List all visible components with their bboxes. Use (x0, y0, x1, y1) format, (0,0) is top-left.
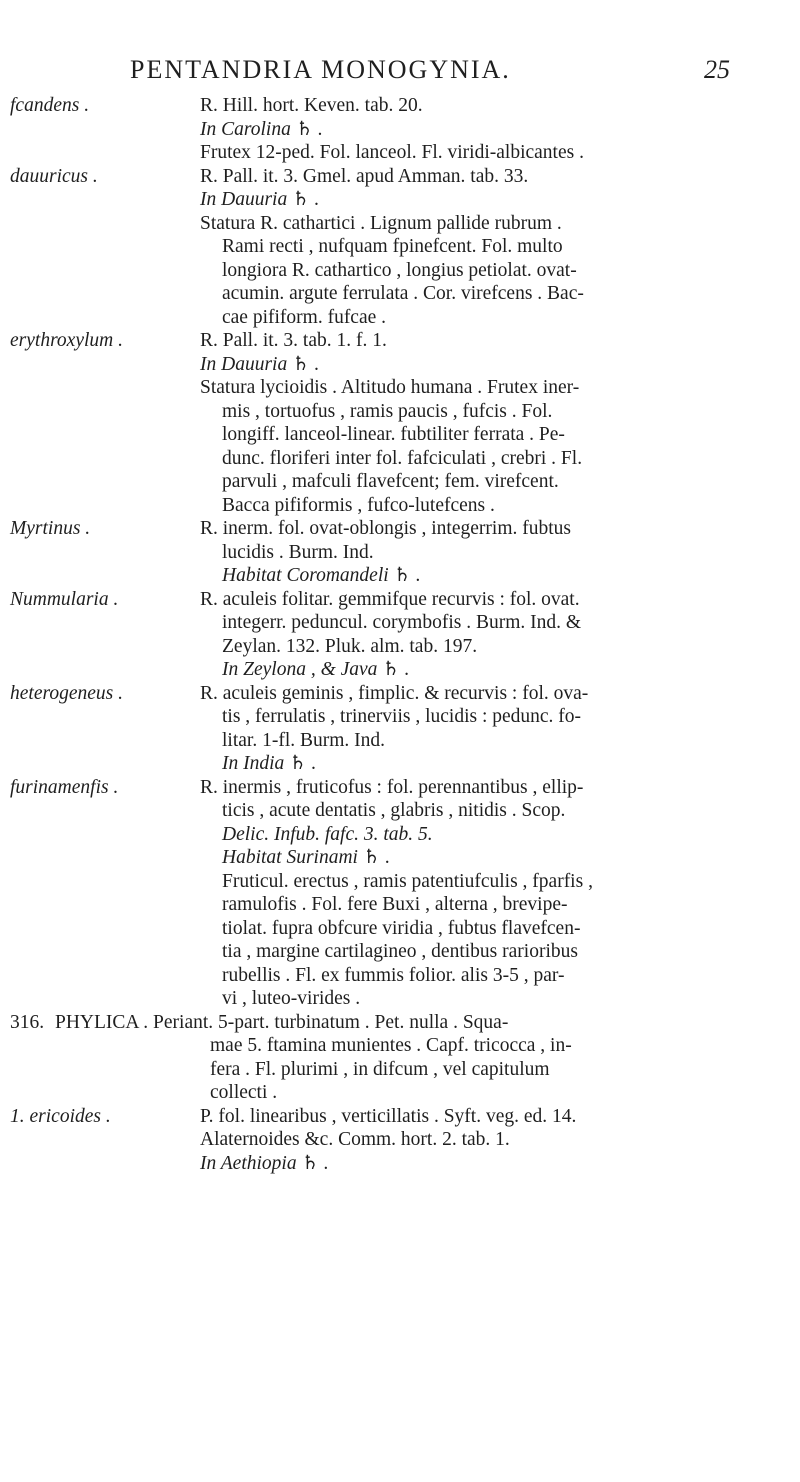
entry-line: Fruticul. erectus , ramis patentiufculis , fparfis , (222, 870, 593, 892)
running-head (130, 55, 730, 91)
entry-line: R. inerm. fol. ovat-oblongis , integerrim. fubtus (200, 518, 571, 539)
entry-line: longiora R. cathartico , longius petiolat. ovat- (222, 259, 577, 281)
entry-line: In Zeylona , & Java ♄ . (222, 659, 410, 680)
entry-line: mis , tortuofus , ramis paucis , fufcis . Fol. (222, 400, 553, 422)
entry-line: In Aethiopia ♄ . (200, 1152, 329, 1174)
genus-line: mae 5. ftamina munientes . Capf. tricocca , in- (210, 1035, 572, 1056)
entry-line: tis , ferrulatis , trinerviis , lucidis : pedunc. fo- (222, 706, 582, 727)
running-head-title: PENTANDRIA MONOGYNIA. (130, 55, 511, 84)
entry-line: Zeylan. 132. Pluk. alm. tab. 197. (222, 635, 478, 657)
entry-line: longiff. lanceol-linear. fubtiliter ferrata . Pe- (222, 424, 565, 445)
entry-line: vi , luteo-virides . (222, 988, 361, 1009)
entry-line: ticis , acute dentatis , glabris , nitidis . Scop. (222, 800, 566, 821)
genus-line: collecti . (210, 1082, 278, 1103)
genus-phylica (0, 1011, 800, 1105)
entry-line: In India ♄ . (222, 753, 317, 774)
entry-line: tia , margine cartilagineo , dentibus rarioribus (222, 941, 578, 962)
entry-line: integerr. peduncul. corymbofis . Burm. Ind. & (222, 612, 582, 633)
entry-body (200, 682, 775, 776)
entry-body (200, 1105, 775, 1176)
entry-line: parvuli , mafculi flavefcent; fem. virefcent. (222, 471, 559, 492)
entry-line: R. inermis , fruticofus : fol. perennantibus , ellip- (200, 776, 584, 798)
entry-erythroxylum (0, 329, 800, 517)
entry-line: In Carolina ♄ . (200, 118, 323, 140)
entry-line: R. aculeis folitar. gemmifque recurvis : fol. ovat. (200, 588, 580, 610)
entry-line: tiolat. fupra obfcure viridia , fubtus flavefcen- (222, 917, 581, 939)
entry-line: P. fol. linearibus , verticillatis . Syft. veg. ed. 14. (200, 1105, 577, 1127)
entry-label: erythroxylum . (10, 330, 123, 351)
entry-body (200, 517, 775, 588)
entry-line: In Dauuria ♄ . (200, 353, 320, 375)
entry-scandens (0, 94, 800, 165)
entry-label: Myrtinus . (10, 518, 91, 539)
genus-body (0, 1011, 780, 1105)
genus-number: 316. (10, 1011, 45, 1033)
entry-line: lucidis . Burm. Ind. (222, 541, 374, 563)
entry-body (200, 588, 775, 682)
entry-line: acumin. argute ferrulata . Cor. virefcens . Bac- (222, 283, 584, 304)
entry-line: Delic. Infub. fafc. 3. tab. 5. (222, 823, 433, 845)
entry-label: heterogeneus . (10, 682, 123, 704)
entry-label: Nummularia . (10, 588, 119, 610)
entry-dauuricus (0, 165, 800, 330)
entry-line: rubellis . Fl. ex fummis folior. alis 3-5 , par- (222, 964, 565, 986)
entry-label: furinamenfis . (10, 776, 119, 798)
entry-heterogeneus (0, 682, 800, 776)
entry-line: cae pifiform. fufcae . (222, 306, 387, 328)
entries-list (0, 94, 800, 1175)
entry-body (200, 94, 775, 165)
entry-line: Rami recti , nufquam fpinefcent. Fol. multo (222, 236, 563, 257)
entry-line: R. Pall. it. 3. Gmel. apud Amman. tab. 33. (200, 165, 529, 187)
genus-line: PHYLICA . Periant. 5-part. turbinatum . Pet. nulla . Squa- (55, 1011, 509, 1033)
entry-ericoides (0, 1105, 800, 1176)
entry-line: Habitat Surinami ♄ . (222, 847, 391, 868)
entry-body (200, 165, 775, 330)
entry-body (200, 776, 775, 1011)
entry-line: ramulofis . Fol. fere Buxi , alterna , brevipe- (222, 894, 568, 915)
genus-line: fera . Fl. plurimi , in difcum , vel capitulum (210, 1058, 550, 1080)
entry-line: R. Hill. hort. Keven. tab. 20. (200, 95, 423, 116)
entry-surinamensis (0, 776, 800, 1011)
entry-body (200, 329, 775, 517)
entry-line: litar. 1-fl. Burm. Ind. (222, 729, 386, 751)
entry-line: Habitat Coromandeli ♄ . (222, 565, 421, 586)
entry-myrtinus (0, 517, 800, 588)
entry-line: dunc. floriferi inter fol. fafciculati , crebri . Fl. (222, 447, 583, 469)
entry-line: In Dauuria ♄ . (200, 189, 320, 210)
entry-label: 1. ericoides . (10, 1105, 111, 1127)
entry-line: R. aculeis geminis , fimplic. & recurvis : fol. ova- (200, 682, 589, 704)
page-number: 25 (704, 55, 730, 84)
entry-line: Statura R. cathartici . Lignum pallide rubrum . (200, 212, 562, 234)
entry-nummularia (0, 588, 800, 682)
entry-label: dauuricus . (10, 165, 98, 187)
entry-line: R. Pall. it. 3. tab. 1. f. 1. (200, 330, 387, 351)
entry-line: Alaternoides &c. Comm. hort. 2. tab. 1. (200, 1129, 510, 1150)
entry-line: Frutex 12-ped. Fol. lanceol. Fl. viridi-albicantes . (200, 142, 584, 163)
entry-line: Bacca pififormis , fufco-lutefcens . (222, 494, 495, 516)
entry-line: Statura lycioidis . Altitudo humana . Frutex iner- (200, 377, 580, 398)
entry-label: fcandens . (10, 95, 90, 116)
